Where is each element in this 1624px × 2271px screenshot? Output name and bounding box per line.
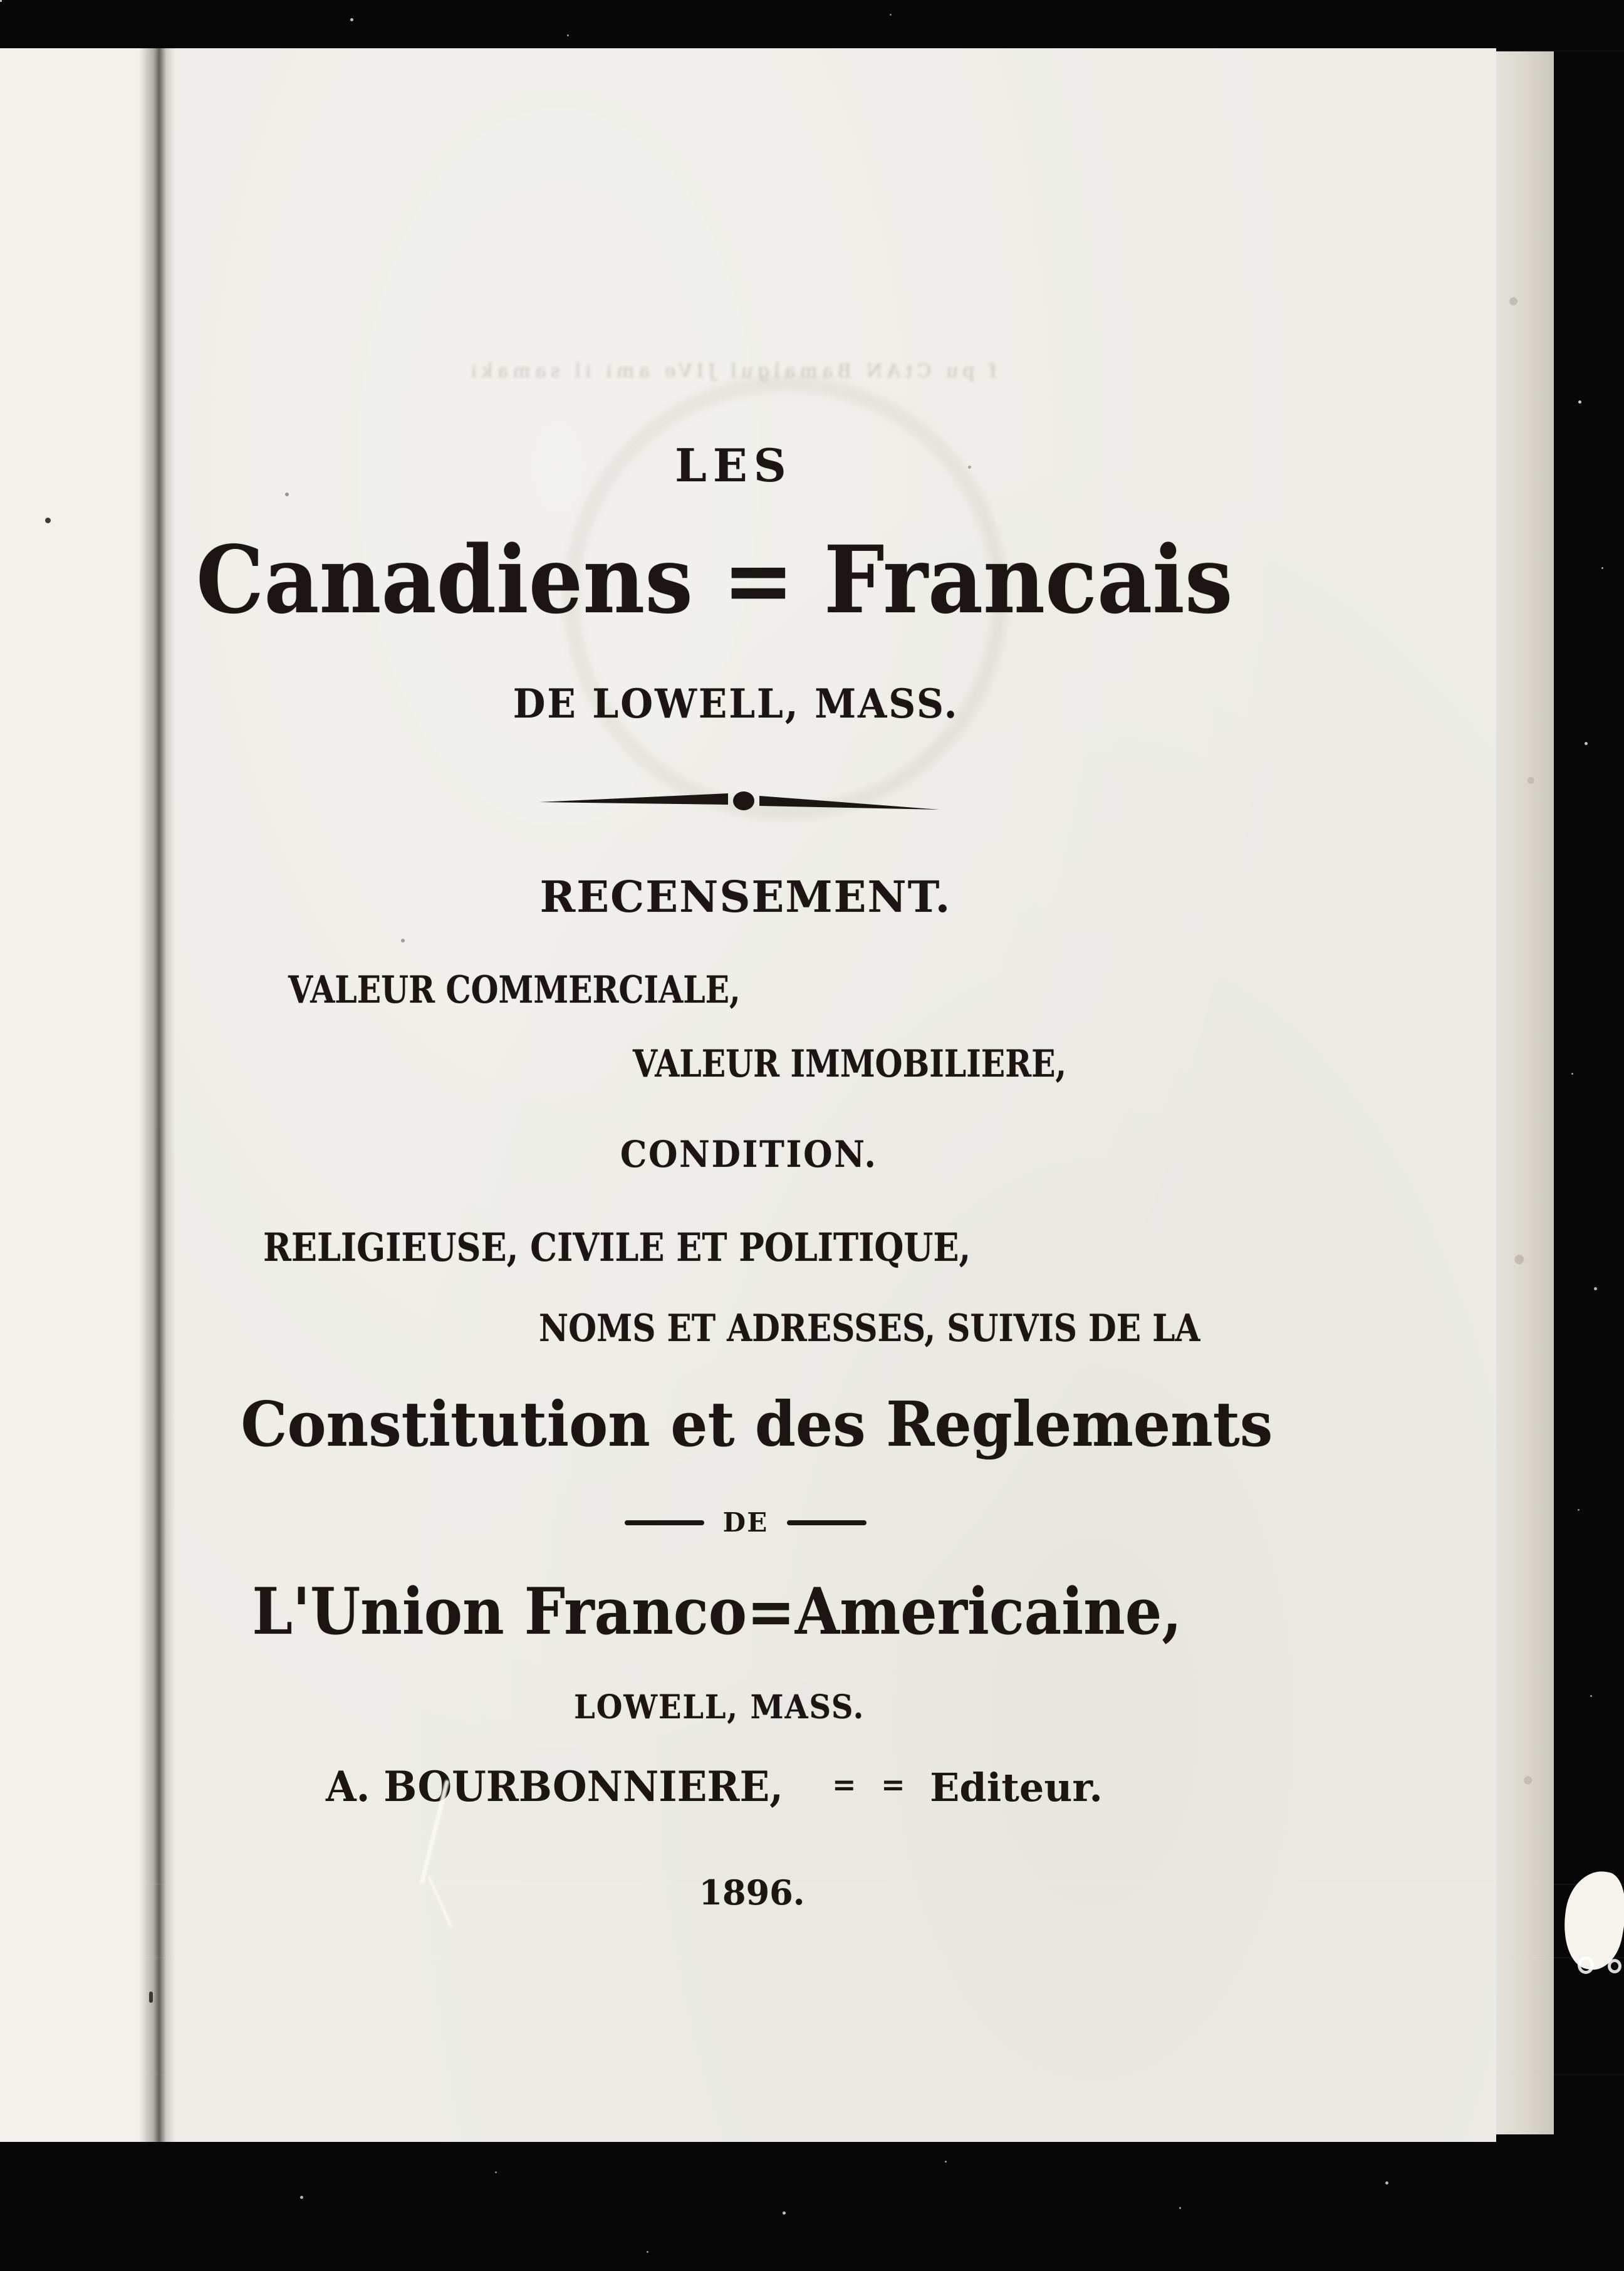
main-title <box>150 525 1278 634</box>
line-valeur-commerciale-text: VALEUR COMMERCIALE, <box>288 968 741 1012</box>
subtitle-de-lowell <box>172 681 1300 728</box>
de-right-rule <box>787 1520 867 1525</box>
line-constitution-text: Constitution et des Reglements <box>241 1389 1273 1461</box>
scan-streak <box>0 50 1624 51</box>
year-text: 1896. <box>699 1872 805 1913</box>
tapered-rule-ornament <box>539 791 940 818</box>
line-noms-et-adresses <box>539 1307 1308 1350</box>
paper-speck <box>401 939 405 942</box>
line-religieuse-text: RELIGIEUSE, CIVILE ET POLITIQUE, <box>263 1224 971 1270</box>
line-condition-text: CONDITION. <box>620 1133 878 1176</box>
dust-ring <box>1578 1956 1594 1974</box>
heading-recensement-text: RECENSEMENT. <box>539 872 952 922</box>
series-word-les-text: LES <box>675 439 793 492</box>
line-noms-text: NOMS ET ADRESSES, SUIVIS DE LA <box>539 1307 1200 1350</box>
publisher-separator-2: = <box>881 1768 905 1802</box>
scan-streak <box>0 2074 1624 2075</box>
paper-speck <box>285 493 289 496</box>
line-constitution-reglements <box>193 1389 1321 1461</box>
de-left-rule <box>625 1520 704 1525</box>
dust-speckles <box>0 0 2 2</box>
publisher-separator-1: = <box>832 1768 856 1802</box>
line-valeur-commerciale <box>288 968 826 1012</box>
book-gutter-shadow <box>139 48 175 2142</box>
heading-recensement <box>182 872 1309 922</box>
line-valeur-immobiliere-text: VALEUR IMMOBILIERE, <box>633 1042 1067 1086</box>
line-religieuse-civile-politique <box>263 1224 1076 1270</box>
de-connector-row <box>558 1507 934 1538</box>
scan-streak <box>0 1957 1624 1958</box>
union-franco-americaine-title <box>153 1574 1281 1649</box>
year-line <box>188 1872 1316 1913</box>
line-condition <box>185 1133 1313 1176</box>
union-city-text: LOWELL, MASS. <box>573 1688 865 1726</box>
publisher-name: A. BOURBONNIERE, <box>326 1762 784 1811</box>
publisher-role: Editeur. <box>930 1765 1103 1810</box>
paper-speck <box>968 466 971 469</box>
book-fore-edge <box>1496 51 1554 2134</box>
adjacent-page-edge <box>0 48 157 2142</box>
de-connector-text: DE <box>722 1507 769 1538</box>
union-city-line <box>155 1688 1283 1726</box>
gutter-blemish <box>149 1992 153 2003</box>
union-title-text: L'Union Franco=Americaine, <box>252 1574 1182 1649</box>
bleedthrough-text: f pu CtAN Bamalgul JIVe ami il samaki <box>466 360 996 382</box>
line-valeur-immobiliere <box>633 1042 1149 1086</box>
dust-ring <box>1608 1959 1621 1973</box>
main-title-text: Canadiens = Francais <box>195 525 1233 634</box>
series-word-les <box>170 439 1298 492</box>
subtitle-text: DE LOWELL, MASS. <box>513 681 959 728</box>
paper-speck <box>45 518 51 523</box>
ornament-graphic <box>539 791 940 818</box>
